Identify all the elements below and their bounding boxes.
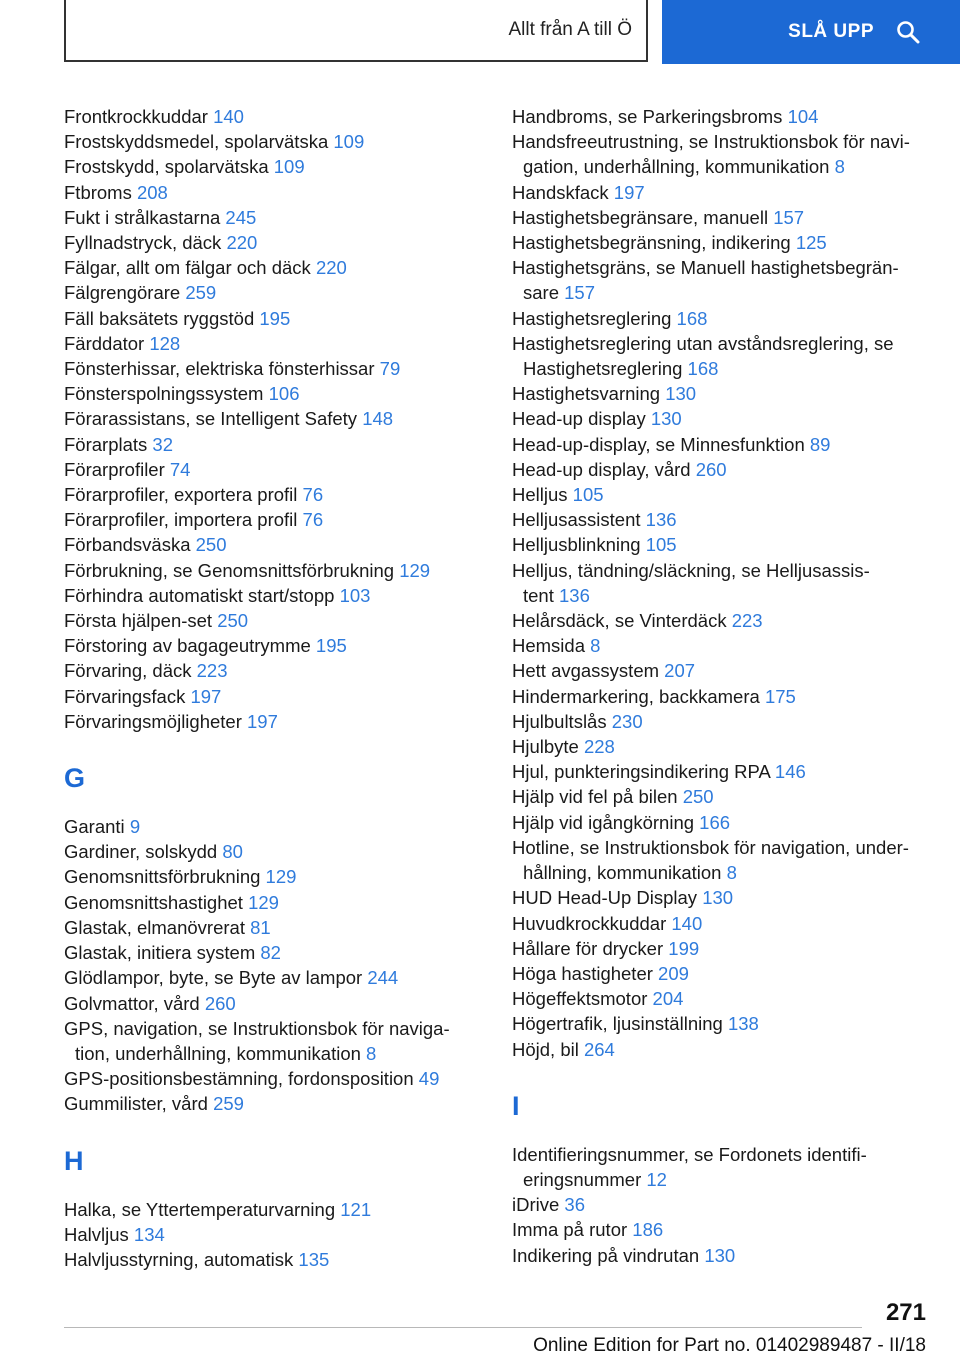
index-entry <box>512 432 932 457</box>
page-link[interactable]: 129 <box>265 866 297 888</box>
index-term: Helljus <box>512 484 568 506</box>
index-entry <box>64 1016 484 1066</box>
index-term: Glödlampor, byte, se Byte av lampor <box>64 967 363 989</box>
index-term: Frontkrockkuddar <box>64 106 208 127</box>
index-term: Förvaringsfack <box>64 685 186 707</box>
index-entry <box>64 532 484 557</box>
index-entry <box>512 1217 932 1242</box>
index-entry <box>64 432 484 457</box>
page-link[interactable]: 259 <box>185 282 217 304</box>
index-entry <box>512 129 932 179</box>
index-term: Fäll baksätets ryggstöd <box>64 307 255 329</box>
page-link[interactable]: 130 <box>702 887 734 909</box>
index-term: Fönsterhissar, elektriska fönsterhissar <box>64 358 375 380</box>
index-term: Ftbroms <box>64 181 132 203</box>
index-entry <box>64 915 484 940</box>
page-link[interactable]: 166 <box>699 811 731 833</box>
index-term: hållning, kommunikation <box>523 862 722 884</box>
index-term: Fyllnadstryck, däck <box>64 232 222 254</box>
index-term: Förbrukning, se Genomsnittsförbrukning <box>64 559 395 581</box>
index-entry <box>512 1037 932 1062</box>
page-link[interactable]: 140 <box>671 912 703 934</box>
index-term: Fönsterspolningssystem <box>64 383 264 405</box>
index-entry <box>64 154 484 179</box>
page-link[interactable]: 260 <box>695 458 727 480</box>
index-term: Höga hastigheter <box>512 962 653 984</box>
index-entry <box>64 1066 484 1091</box>
page-link[interactable]: 76 <box>302 484 324 506</box>
index-entry <box>64 507 484 532</box>
page-link[interactable]: 197 <box>613 181 645 203</box>
index-term: Hastighetsreglering <box>523 358 683 380</box>
index-entry <box>512 1011 932 1036</box>
index-term: Hett avgassystem <box>512 660 660 682</box>
index-entry <box>512 835 932 885</box>
index-entry <box>64 205 484 230</box>
page-link[interactable]: 79 <box>379 358 401 380</box>
page-link[interactable]: 9 <box>129 816 141 838</box>
index-entry <box>512 986 932 1011</box>
index-term: Handskfack <box>512 181 609 203</box>
index-entry <box>512 709 932 734</box>
page-link[interactable]: 208 <box>136 181 168 203</box>
index-term: Fälgar, allt om fälgar och däck <box>64 257 311 279</box>
index-term: Förstoring av bagageutrymme <box>64 635 311 657</box>
index-entry <box>64 684 484 709</box>
index-term: Huvudkrockkuddar <box>512 912 667 934</box>
page-link[interactable]: 130 <box>665 383 697 405</box>
index-entry <box>512 306 932 331</box>
index-term: Head-up display, vård <box>512 458 691 480</box>
section-letter: G <box>64 763 86 794</box>
index-term: Handbroms, se Parkeringsbroms <box>512 106 783 127</box>
page-link[interactable]: 220 <box>315 257 347 279</box>
index-term: Hastighetsvarning <box>512 383 661 405</box>
index-entry <box>64 991 484 1016</box>
index-term: Head-up display <box>512 408 646 430</box>
index-term: Hastighetsreglering utan avståndsreglering, se <box>512 332 894 354</box>
page-link[interactable]: 49 <box>418 1068 440 1090</box>
section-letter: H <box>64 1145 84 1176</box>
index-entry <box>64 1222 484 1247</box>
page-link[interactable]: 244 <box>367 967 399 989</box>
index-term: sare <box>523 282 559 304</box>
index-entry <box>64 583 484 608</box>
page-link[interactable]: 264 <box>583 1038 615 1060</box>
index-entry <box>512 734 932 759</box>
index-term: Hjälp vid fel på bilen <box>512 786 678 808</box>
page-link[interactable]: 223 <box>731 610 763 632</box>
index-term: HUD Head-Up Display <box>512 887 698 909</box>
index-entry <box>64 658 484 683</box>
page-link[interactable]: 8 <box>834 156 845 178</box>
index-term: Handsfreeutrustning, se Instruktionsbok för navi- <box>512 131 910 153</box>
page-link[interactable]: 134 <box>133 1223 165 1245</box>
index-entry <box>512 104 932 129</box>
index-term: tion, underhållning, kommunikation <box>75 1042 361 1064</box>
index-entry <box>512 810 932 835</box>
index-entry <box>64 129 484 154</box>
page-link[interactable]: 136 <box>645 509 677 531</box>
index-entry <box>512 784 932 809</box>
index-entry <box>512 961 932 986</box>
page-link[interactable]: 230 <box>611 710 643 732</box>
index-entry <box>64 1091 484 1116</box>
page-link[interactable]: 81 <box>250 916 271 938</box>
index-entry <box>64 814 484 839</box>
page-link[interactable]: 130 <box>704 1244 736 1266</box>
index-entry <box>64 180 484 205</box>
index-term: Hastighetsbegränsning, indikering <box>512 232 791 254</box>
page-link[interactable]: 250 <box>217 610 249 632</box>
page-link[interactable]: 195 <box>259 307 291 329</box>
page-link[interactable]: 140 <box>213 106 244 127</box>
index-term: Förarprofiler, exportera profil <box>64 484 298 506</box>
index-term: Hjälp vid igångkörning <box>512 811 695 833</box>
index-entry <box>512 684 932 709</box>
index-entry <box>64 864 484 889</box>
index-term: Head-up-display, se Minnesfunktion <box>512 433 805 455</box>
index-term: Genomsnittsförbrukning <box>64 866 261 888</box>
search-icon <box>896 20 920 44</box>
index-entry <box>512 1142 932 1192</box>
page-link[interactable]: 106 <box>268 383 300 405</box>
index-term: Halka, se Yttertemperaturvarning <box>64 1198 336 1220</box>
page-link[interactable]: 89 <box>809 433 831 455</box>
page-link[interactable]: 245 <box>225 206 257 228</box>
page-link[interactable]: 129 <box>248 891 279 913</box>
index-term: Högertrafik, ljusinställning <box>512 1013 723 1035</box>
page-number: 271 <box>885 1299 926 1326</box>
page-link[interactable]: 76 <box>302 509 324 531</box>
index-entry <box>64 1197 484 1222</box>
page-link[interactable]: 8 <box>366 1042 377 1064</box>
index-term: Frostskydd, spolarvätska <box>64 156 269 178</box>
index-term: Imma på rutor <box>512 1219 628 1241</box>
index-term: eringsnummer <box>523 1168 642 1190</box>
index-term: Förbandsväska <box>64 534 191 556</box>
index-entry <box>64 457 484 482</box>
search-tab-label: SLÅ UPP <box>788 21 874 42</box>
index-entry <box>512 230 932 255</box>
index-term: Genomsnittshastighet <box>64 891 243 913</box>
index-entry <box>64 331 484 356</box>
index-entry <box>64 280 484 305</box>
tab-a-to-z[interactable] <box>64 0 648 62</box>
index-entry <box>512 331 932 381</box>
index-entry <box>512 1192 932 1217</box>
index-term: Garanti <box>64 816 125 838</box>
page-link[interactable]: 105 <box>572 484 604 506</box>
index-term: Glastak, elmanövrerat <box>64 916 245 938</box>
page-link[interactable]: 8 <box>726 862 737 884</box>
index-entry <box>512 457 932 482</box>
index-term: Halvljusstyrning, automatisk <box>64 1248 294 1270</box>
index-term: Helårsdäck, se Vinterdäck <box>512 610 727 632</box>
index-entry <box>64 608 484 633</box>
index-term: tent <box>523 584 554 606</box>
page-link[interactable]: 157 <box>773 206 805 228</box>
page-link[interactable]: 80 <box>222 841 243 863</box>
page-link[interactable]: 199 <box>668 937 700 959</box>
index-entry <box>512 180 932 205</box>
page-link[interactable]: 82 <box>260 942 281 964</box>
index-term: GPS, navigation, se Instruktionsbok för naviga- <box>64 1017 450 1039</box>
index-term: Helljus, tändning/släckning, se Helljusassis- <box>512 559 870 581</box>
page-link[interactable]: 104 <box>787 106 819 127</box>
index-term: Gummilister, vård <box>64 1093 208 1115</box>
page-link[interactable]: 36 <box>564 1194 585 1216</box>
index-column-left <box>64 104 484 1272</box>
index-entry <box>512 532 932 557</box>
index-term: iDrive <box>512 1194 560 1216</box>
index-entry <box>512 205 932 230</box>
page-link[interactable]: 259 <box>213 1093 244 1115</box>
page-link[interactable]: 209 <box>658 962 689 984</box>
index-term: Indikering på vindrutan <box>512 1244 700 1266</box>
index-term: Frostskyddsmedel, spolarvätska <box>64 131 329 153</box>
index-term: Fukt i strålkastarna <box>64 206 221 228</box>
index-term: Högeffektsmotor <box>512 988 648 1010</box>
page-link[interactable]: 146 <box>774 761 806 783</box>
index-term: Hastighetsgräns, se Manuell hastighetsbegrän- <box>512 257 899 279</box>
page-link[interactable]: 148 <box>362 408 394 430</box>
index-entry <box>512 759 932 784</box>
index-entry <box>512 633 932 658</box>
page-link[interactable]: 109 <box>333 131 365 153</box>
page-link[interactable]: 128 <box>149 332 181 354</box>
page-link[interactable]: 260 <box>204 992 236 1014</box>
index-term: Golvmattor, vård <box>64 992 200 1014</box>
page-link[interactable]: 168 <box>676 307 708 329</box>
page-link[interactable]: 207 <box>664 660 696 682</box>
index-term: Hjulbyte <box>512 736 579 758</box>
page-link[interactable]: 121 <box>340 1198 372 1220</box>
index-entry <box>64 230 484 255</box>
index-entry <box>64 104 484 129</box>
index-term: Höjd, bil <box>512 1038 579 1060</box>
index-term: Halvljus <box>64 1223 129 1245</box>
page-link[interactable]: 129 <box>399 559 431 581</box>
index-term: Förarassistans, se Intelligent Safety <box>64 408 358 430</box>
footer-divider <box>64 1327 862 1328</box>
index-entry <box>64 306 484 331</box>
index-entry <box>64 709 484 734</box>
index-entry <box>512 381 932 406</box>
index-entry <box>512 936 932 961</box>
index-term: Helljusblinkning <box>512 534 641 556</box>
index-term: Identifieringsnummer, se Fordonets identifi- <box>512 1143 867 1165</box>
index-entry <box>64 839 484 864</box>
page-link[interactable]: 197 <box>247 710 278 732</box>
page-link[interactable]: 175 <box>764 685 796 707</box>
index-entry <box>512 507 932 532</box>
page-link[interactable]: 103 <box>339 584 371 606</box>
page-link[interactable]: 186 <box>632 1219 664 1241</box>
index-entry <box>512 608 932 633</box>
page-link[interactable]: 32 <box>152 433 173 455</box>
index-term: Färddator <box>64 332 145 354</box>
tab-a-to-z-label: Allt från A till Ö <box>508 19 632 40</box>
index-term: Glastak, initiera system <box>64 942 256 964</box>
index-term: Hastighetsbegränsare, manuell <box>512 206 769 228</box>
page-link[interactable]: 138 <box>727 1013 759 1035</box>
page-link[interactable]: 220 <box>226 232 258 254</box>
index-entry <box>512 658 932 683</box>
index-term: Helljusassistent <box>512 509 641 531</box>
index-entry <box>64 890 484 915</box>
index-term: Hjul, punkteringsindikering RPA <box>512 761 770 783</box>
index-term: Hastighetsreglering <box>512 307 672 329</box>
index-entry <box>512 255 932 305</box>
index-term: Hotline, se Instruktionsbok för navigation, under- <box>512 836 909 858</box>
index-term: Förarplats <box>64 433 148 455</box>
index-column-right <box>512 104 932 1268</box>
index-entry <box>64 940 484 965</box>
page-link[interactable]: 74 <box>169 458 191 480</box>
index-entry <box>64 558 484 583</box>
index-entry <box>512 885 932 910</box>
search-tab[interactable] <box>662 0 960 64</box>
page-link[interactable]: 136 <box>559 584 590 606</box>
index-term: Förvaring, däck <box>64 660 192 682</box>
index-entry <box>64 482 484 507</box>
index-term: Hemsida <box>512 635 585 657</box>
page-link[interactable]: 8 <box>590 635 601 657</box>
index-term: Första hjälpen-set <box>64 610 213 632</box>
edition-footer: Online Edition for Part no. 01402989487 - II/18 <box>533 1335 926 1356</box>
index-entry <box>512 1243 932 1268</box>
index-term: Hindermarkering, backkamera <box>512 685 760 707</box>
page-link[interactable]: 109 <box>273 156 305 178</box>
index-entry <box>64 965 484 990</box>
page-link[interactable]: 12 <box>646 1168 667 1190</box>
index-entry <box>512 558 932 608</box>
index-term: Förarprofiler <box>64 458 165 480</box>
index-entry <box>64 356 484 381</box>
index-entry <box>64 255 484 280</box>
page-link[interactable]: 125 <box>795 232 827 254</box>
index-term: gation, underhållning, kommunikation <box>523 156 830 178</box>
page-link[interactable]: 130 <box>650 408 682 430</box>
page-link[interactable]: 195 <box>315 635 347 657</box>
page-link[interactable]: 197 <box>190 685 222 707</box>
index-term: Gardiner, solskydd <box>64 841 218 863</box>
index-term: Förarprofiler, importera profil <box>64 509 298 531</box>
index-entry <box>512 482 932 507</box>
index-entry <box>64 1247 484 1272</box>
page-link[interactable]: 105 <box>645 534 677 556</box>
page-link[interactable]: 250 <box>195 534 227 556</box>
page-link[interactable]: 135 <box>298 1248 330 1270</box>
index-term: Hållare för drycker <box>512 937 664 959</box>
index-entry <box>64 406 484 431</box>
section-letter: I <box>512 1090 520 1121</box>
page-link[interactable]: 204 <box>652 988 684 1010</box>
index-entry <box>512 406 932 431</box>
index-term: Hjulbultslås <box>512 710 607 732</box>
page-link[interactable]: 250 <box>682 786 714 808</box>
page-link[interactable]: 157 <box>564 282 596 304</box>
index-term: Fälgrengörare <box>64 282 181 304</box>
index-term: Förhindra automatiskt start/stopp <box>64 584 335 606</box>
page-link[interactable]: 228 <box>583 736 615 758</box>
page-link[interactable]: 168 <box>687 358 719 380</box>
index-entry <box>512 911 932 936</box>
index-term: Förvaringsmöjligheter <box>64 710 242 732</box>
index-entry <box>64 633 484 658</box>
index-entry <box>64 381 484 406</box>
page-link[interactable]: 223 <box>196 660 228 682</box>
top-navigation <box>0 0 960 66</box>
index-term: GPS-positionsbestämning, fordonsposition <box>64 1068 414 1090</box>
